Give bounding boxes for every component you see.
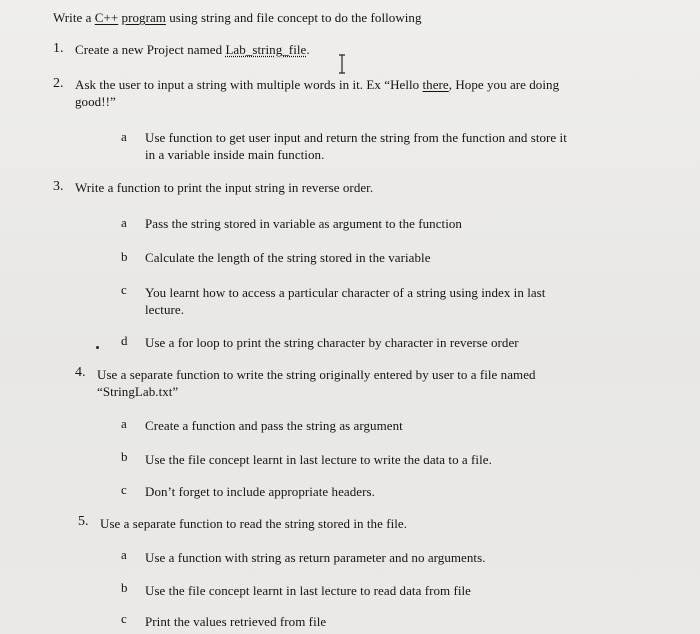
stray-dot-mark <box>96 346 99 349</box>
intro-prefix: Write a <box>53 10 95 25</box>
item-3-text: Write a function to print the input string in reverse order. <box>75 180 374 195</box>
item-4c-label: c <box>121 482 127 497</box>
item-5-text: Use a separate function to read the string stored in the file. <box>100 516 408 531</box>
item-3-number: 3. <box>53 179 64 194</box>
intro-suffix: using string and file concept to do the following <box>165 10 422 25</box>
item-2-number: 2. <box>53 76 64 91</box>
item-2a-label: a <box>121 129 127 144</box>
item-5a-text: Use a function with string as return parameter and no arguments. <box>145 550 486 565</box>
item-2a-line-2: in a variable inside main function. <box>145 147 325 162</box>
item-2-line-2: good!!” <box>75 94 116 109</box>
item-4-line-1: Use a separate function to write the string originally entered by user to a file named <box>97 367 536 382</box>
item-5a-label: a <box>121 547 127 562</box>
item-3d-text: Use a for loop to print the string character by character in reverse order <box>145 335 519 350</box>
item-3c-line-1: You learnt how to access a particular character of a string using index in last <box>145 285 546 300</box>
item-5b-label: b <box>121 580 128 595</box>
item-2-line-1 <box>75 77 559 93</box>
item-4c-text: Don’t forget to include appropriate headers. <box>145 484 375 499</box>
item-3d-label: d <box>121 333 128 348</box>
item-5c-label: c <box>121 611 127 626</box>
intro-line <box>53 10 422 26</box>
item-5-number: 5. <box>78 514 89 529</box>
item-5c-text: Print the values retrieved from file <box>145 614 327 629</box>
item-4b-label: b <box>121 449 128 464</box>
item-2-there-word: there <box>422 77 449 92</box>
item-5b-text: Use the file concept learnt in last lecture to read data from file <box>145 583 471 598</box>
item-3c-line-2: lecture. <box>145 302 185 317</box>
item-3b-label: b <box>121 249 128 264</box>
item-3b-text: Calculate the length of the string stored in the variable <box>145 250 431 265</box>
item-3a-label: a <box>121 215 127 230</box>
item-4-line-2: “StringLab.txt” <box>97 384 179 399</box>
item-2-line-1-post: , Hope you are doing <box>448 77 560 92</box>
text-cursor-icon <box>338 54 346 74</box>
item-1-text-post: . <box>306 42 310 57</box>
item-3a-text: Pass the string stored in variable as argument to the function <box>145 216 462 231</box>
item-3c-label: c <box>121 282 127 297</box>
item-4a-label: a <box>121 416 127 431</box>
intro-lang: C++ <box>94 10 119 25</box>
item-1-number: 1. <box>53 41 64 56</box>
item-4a-text: Create a function and pass the string as argument <box>145 418 403 433</box>
item-2a-line-1: Use function to get user input and return the string from the function and store it <box>145 130 567 145</box>
item-2-line-1-pre: Ask the user to input a string with multiple words in it. Ex “Hello <box>75 77 423 92</box>
item-4b-text: Use the file concept learnt in last lecture to write the data to a file. <box>145 452 492 467</box>
item-1-project-name: Lab_string_file <box>225 42 307 57</box>
intro-program-word: program <box>121 10 166 25</box>
item-1-text <box>75 42 310 58</box>
item-4-number: 4. <box>75 365 86 380</box>
item-1-text-pre: Create a new Project named <box>75 42 226 57</box>
